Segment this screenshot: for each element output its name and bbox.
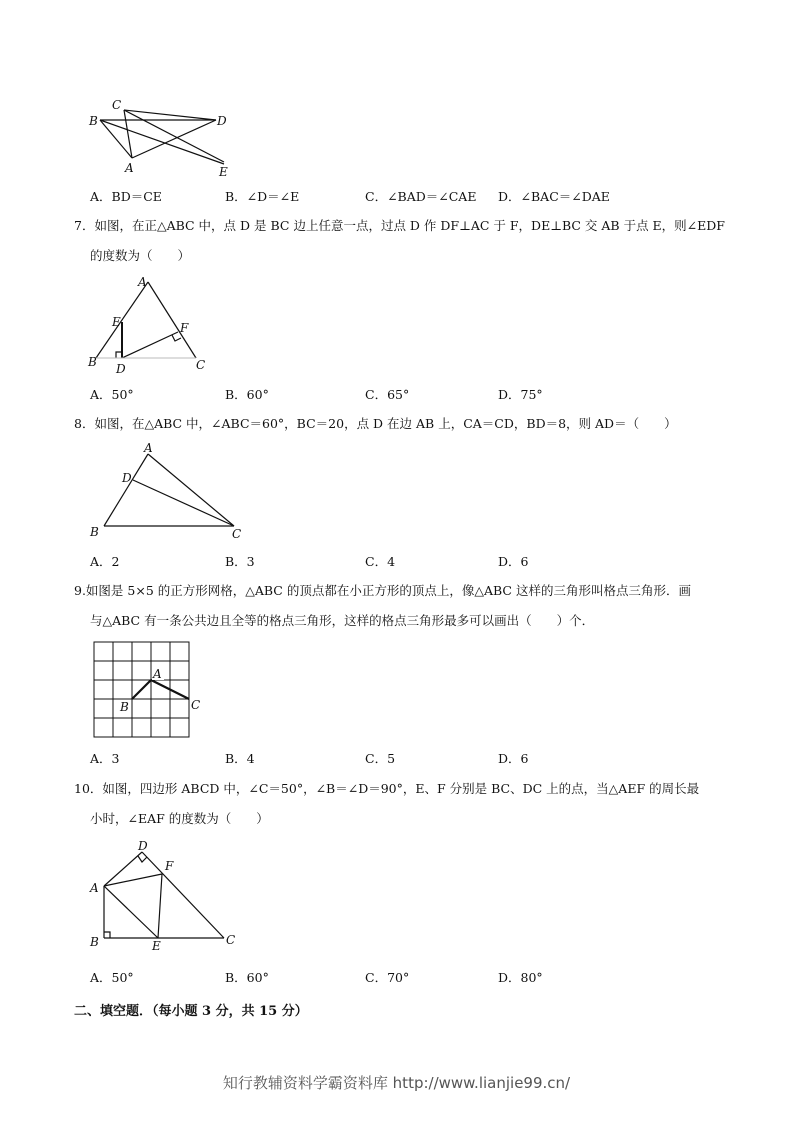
- q7-label-E: E: [112, 315, 121, 329]
- q6-option-d: D．∠BAC＝∠DAE: [498, 189, 610, 204]
- q6-option-b: B．∠D＝∠E: [225, 189, 300, 204]
- q9-option-c: C．5: [365, 751, 396, 766]
- q10-figure: [86, 836, 246, 958]
- q6-option-c: C．∠BAD＝∠CAE: [365, 189, 477, 204]
- q7-option-c: C．65°: [365, 387, 410, 402]
- q8-label-C: C: [232, 527, 242, 541]
- q10-option-a: A．50°: [90, 970, 134, 985]
- q7-label-A: A: [138, 275, 147, 289]
- q9-text-line1: 9.如图是 5×5 的正方形网格，△ABC 的顶点都在小正方形的顶点上，像△ABC 这样的三角形叫格点三角形．画: [74, 583, 691, 598]
- q8-option-c: C．4: [365, 554, 396, 569]
- q7-label-B: B: [88, 355, 97, 369]
- q8-label-D: D: [122, 471, 132, 485]
- q9-label-C: C: [191, 698, 201, 712]
- q6-label-E: E: [219, 165, 228, 179]
- q9-label-B: B: [120, 700, 129, 714]
- q7-option-d: D．75°: [498, 387, 543, 402]
- q9-option-d: D．6: [498, 751, 529, 766]
- q7-text-line2: 的度数为（ ）: [90, 248, 191, 263]
- q8-figure: [86, 440, 256, 548]
- q10-option-c: C．70°: [365, 970, 410, 985]
- q7-label-F: F: [180, 321, 189, 335]
- q7-label-C: C: [196, 358, 206, 372]
- q6-label-C: C: [112, 98, 122, 112]
- q9-text-line2: 与△ABC 有一条公共边且全等的格点三角形，这样的格点三角形最多可以画出（ ）个．: [90, 613, 595, 628]
- q8-label-B: B: [90, 525, 99, 539]
- q6-label-A: A: [125, 161, 134, 175]
- q10-label-B: B: [90, 935, 99, 949]
- q9-option-a: A．3: [90, 751, 120, 766]
- q6-figure: [86, 96, 246, 184]
- q10-label-F: F: [165, 859, 174, 873]
- q10-label-C: C: [226, 933, 236, 947]
- q6-option-a: A．BD＝CE: [90, 189, 162, 204]
- q6-label-B: B: [89, 114, 98, 128]
- q10-text-line1: 10．如图，四边形 ABCD 中，∠C＝50°，∠B＝∠D＝90°，E、F 分别是 BC、DC 上的点，当△AEF 的周长最: [74, 781, 700, 796]
- section-2-heading: 二、填空题．（每小题 3 分，共 15 分）: [74, 1004, 308, 1019]
- q10-label-D: D: [138, 839, 148, 853]
- q10-option-d: D．80°: [498, 970, 543, 985]
- q8-option-b: B．3: [225, 554, 255, 569]
- q8-option-d: D．6: [498, 554, 529, 569]
- q7-figure: [86, 272, 216, 380]
- q7-text-line1: 7．如图，在正△ABC 中，点 D 是 BC 边上任意一点，过点 D 作 DF⊥AC 于 F，DE⊥BC 交 AB 于点 E，则∠EDF: [74, 218, 725, 233]
- q8-label-A: A: [144, 441, 153, 455]
- q6-label-D: D: [217, 114, 227, 128]
- q9-figure: [92, 640, 212, 744]
- q10-text-line2: 小时，∠EAF 的度数为（ ）: [90, 811, 269, 826]
- q7-option-a: A．50°: [90, 387, 134, 402]
- q10-label-E: E: [152, 939, 161, 953]
- q9-option-b: B．4: [225, 751, 255, 766]
- q7-label-D: D: [116, 362, 126, 376]
- q9-label-A: A: [153, 667, 162, 681]
- q8-text-line1: 8．如图，在△ABC 中，∠ABC＝60°，BC＝20，点 D 在边 AB 上，CA＝CD，BD＝8，则 AD＝（ ）: [74, 416, 677, 431]
- q10-label-A: A: [90, 881, 99, 895]
- page-footer: 知行教辅资料学霸资料库 http://www.lianjie99.cn/: [222, 1074, 571, 1092]
- q7-option-b: B．60°: [225, 387, 269, 402]
- q8-option-a: A．2: [90, 554, 120, 569]
- q10-option-b: B．60°: [225, 970, 269, 985]
